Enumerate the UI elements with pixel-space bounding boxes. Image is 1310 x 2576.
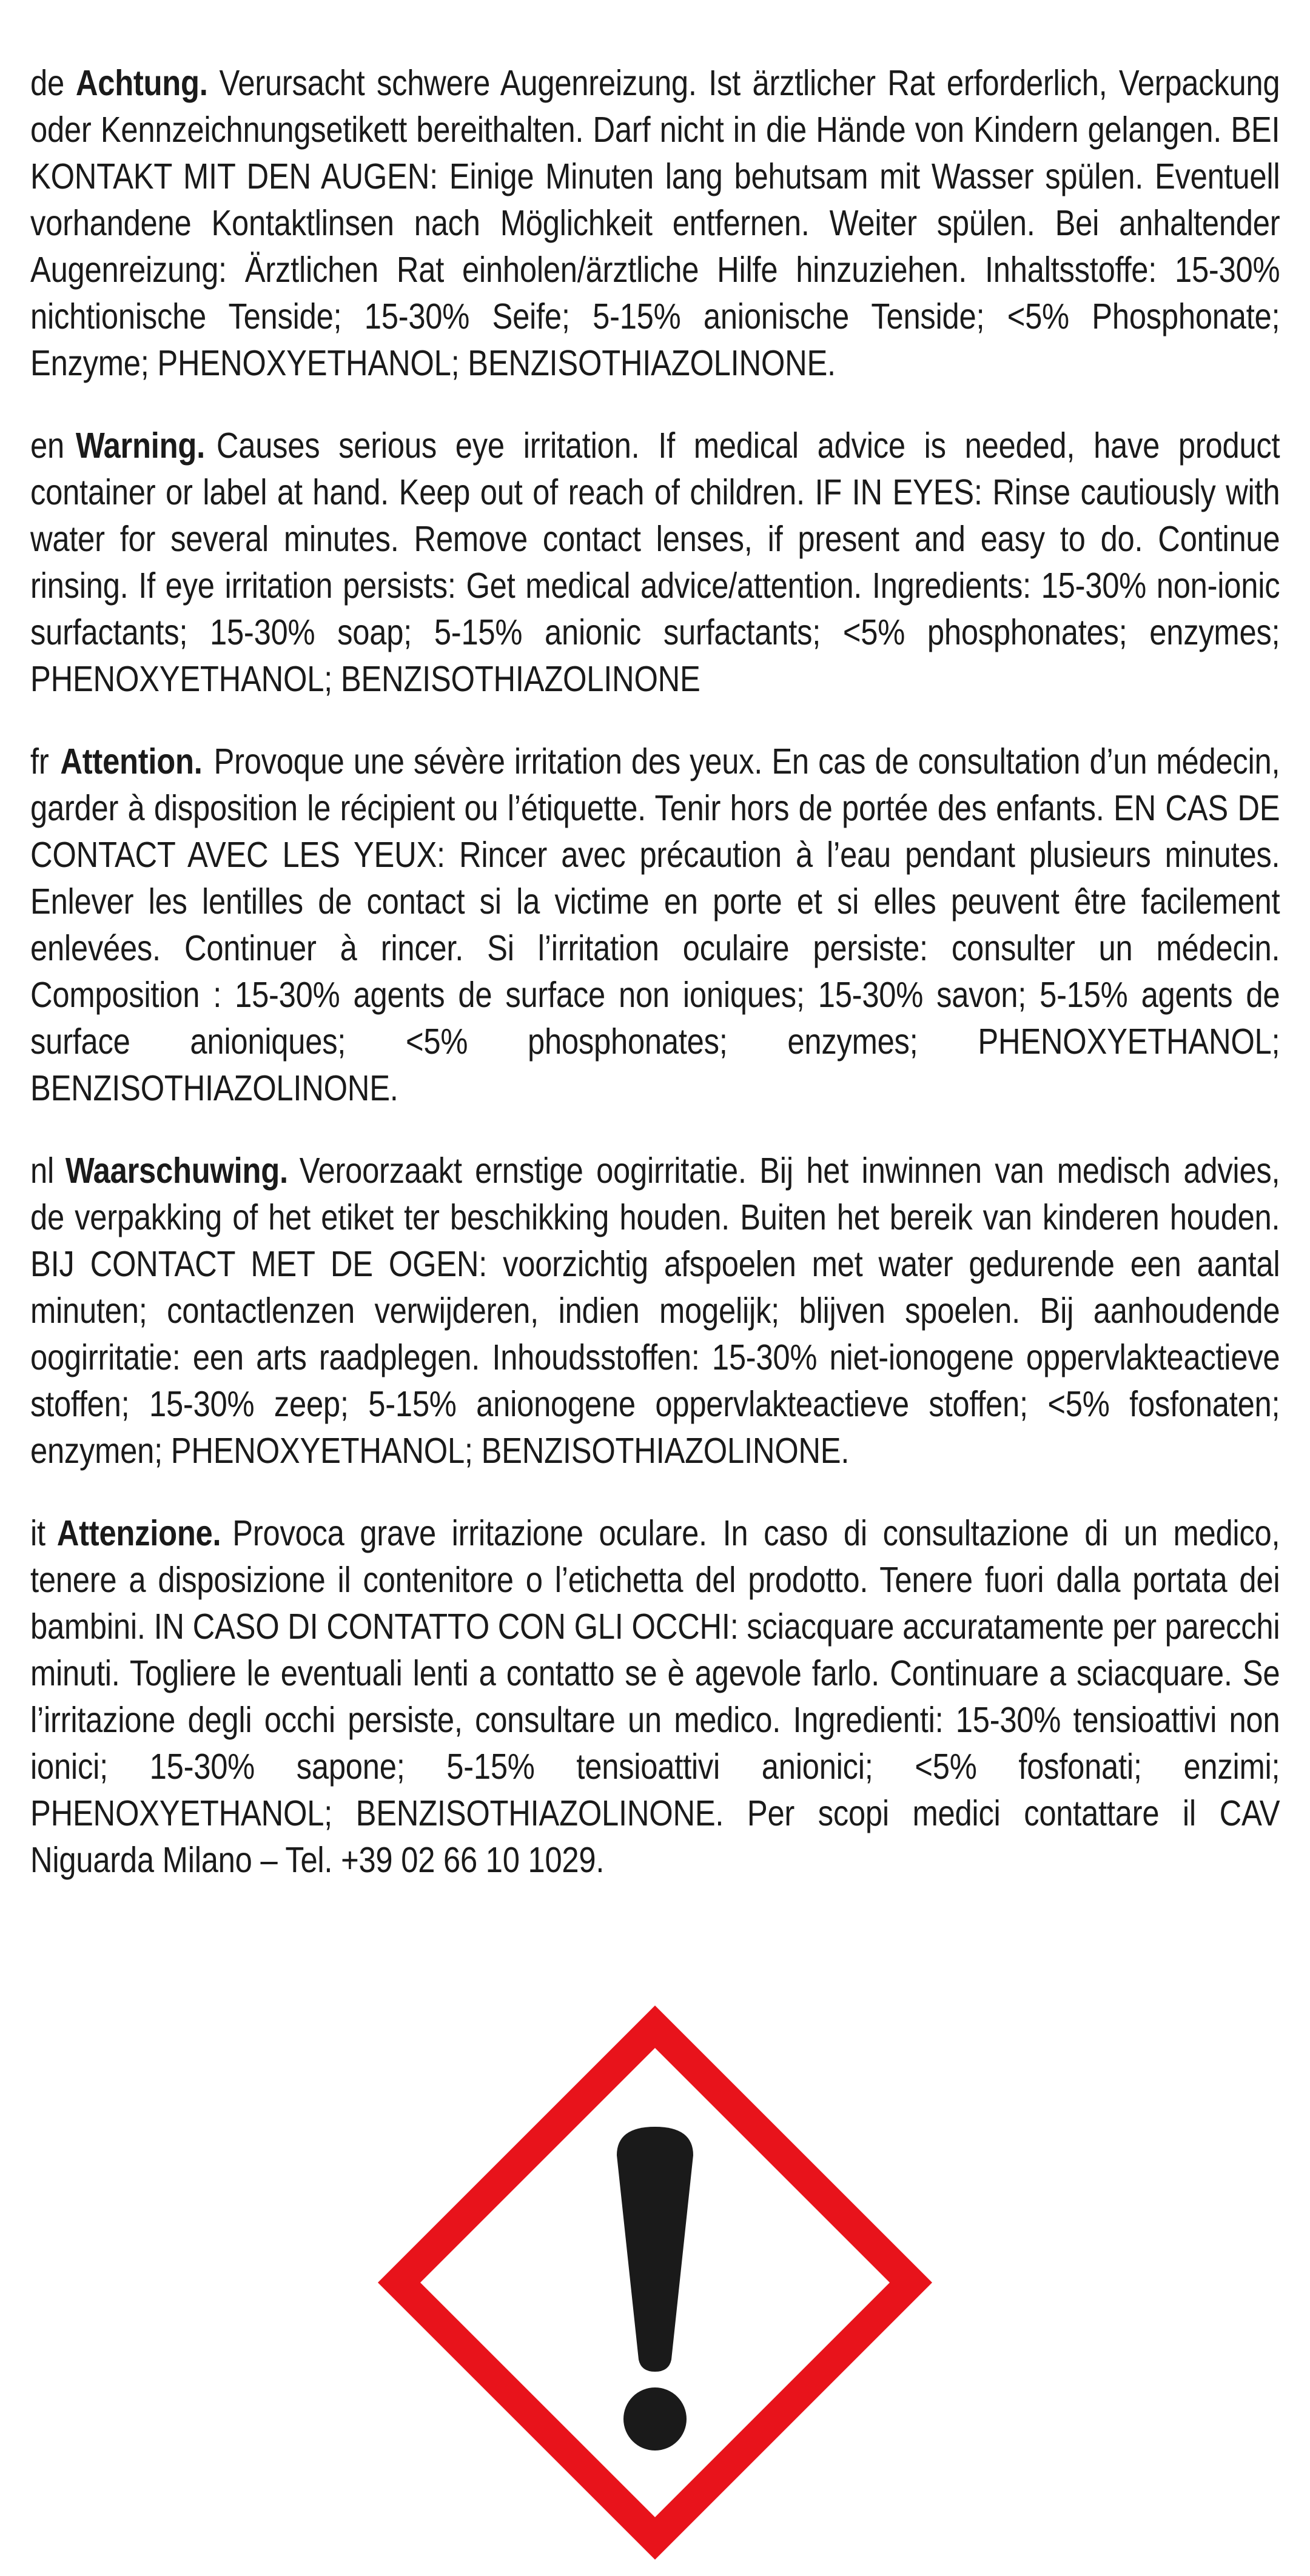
warning-text: Provoque une sévère irritation des yeux. En cas de consultation d’un médecin, garder à disposition le récipient ou l’étiquette. Tenir hors de portée des enfants. EN CAS DE CONTACT AVEC LES YEUX: Rincer avec précaution à l’eau pendant plusieurs minutes. Enlever les lentilles de contact si la victime en porte et si elles peuvent être facilement enlevées. Continuer à rincer. Si l’irritation oculaire persiste: consulter un médecin. Composition : 15-30% agents de surface non ioniques; 15-30% savon; 5-15% agents de surface anioniques; <5% phosphonates; enzymes; PHENOXYETHANOL; BENZISOTHIAZOLINONE. [30,741,1280,1108]
warning-heading: Warning. [75,426,205,466]
section-fr [30,738,1280,1112]
language-code: nl [30,1151,54,1191]
warning-heading: Attention. [60,741,203,781]
warning-heading: Waarschuwing. [65,1151,288,1191]
language-code: it [30,1513,45,1553]
section-it [30,1510,1280,1884]
warning-text: Causes serious eye irritation. If medical advice is needed, have product container or label at hand. Keep out of reach of children. IF IN EYES: Rinse cautiously with water for several minutes. Remove contact lenses, if present and easy to do. Continue rinsing. If eye irritation persists: Get medical advice/attention. Ingredients: 15-30% non-ionic surfactants; 15-30% soap; 5-15% anionic surfactants; <5% phosphonates; enzymes; PHENOXYETHANOL; BENZISOTHIAZOLINONE [30,426,1280,699]
section-de [30,60,1280,387]
warning-text: Veroorzaakt ernstige oogirritatie. Bij het inwinnen van medisch advies, de verpakking of het etiket ter beschikking houden. Buiten het bereik van kinderen houden. BIJ CONTACT MET DE OGEN: voorzichtig afspoelen met water gedurende een aantal minuten; contactlenzen verwijderen, indien mogelijk; blijven spoelen. Bij aanhoudende oogirritatie: een arts raadplegen. Inhoudsstoffen: 15-30% niet-ionogene oppervlakteactieve stoffen; 15-30% zeep; 5-15% anionogene oppervlakteactieve stoffen; <5% fosfonaten; enzymen; PHENOXYETHANOL; BENZISOTHIAZOLINONE. [30,1151,1280,1471]
warning-heading: Attenzione. [56,1513,221,1553]
warning-heading: Achtung. [75,63,208,103]
language-code: de [30,63,64,103]
exclamation-dot [623,2387,687,2451]
warning-text: Provoca grave irritazione oculare. In caso di consultazione di un medico, tenere a disposizione il contenitore o l’etichetta del prodotto. Tenere fuori dalla portata dei bambini. IN CASO DI CONTATTO CON GLI OCCHI: sciacquare accuratamente per parecchi minuti. Togliere le eventuali lenti a contatto se è agevole farlo. Continuare a sciacquare. Se l’irritazione degli occhi persiste, consultare un medico. Ingredienti: 15-30% tensioattivi non ionici; 15-30% sapone; 5-15% tensioattivi anionici; <5% fosfonati; enzimi; PHENOXYETHANOL; BENZISOTHIAZOLINONE. Per scopi medici contattare il CAV Niguarda Milano – Tel. +39 02 66 10 1029. [30,1513,1280,1880]
warning-text: Verursacht schwere Augenreizung. Ist ärztlicher Rat erforderlich, Verpackung oder Kennzeichnungsetikett bereithalten. Darf nicht in die Hände von Kindern gelangen. BEI KONTAKT MIT DEN AUGEN: Einige Minuten lang behutsam mit Wasser spülen. Eventuell vorhandene Kontaktlinsen nach Möglichkeit entfernen. Weiter spülen. Bei anhaltender Augenreizung: Ärztlichen Rat einholen/ärztliche Hilfe hinzuziehen. Inhaltsstoffe: 15-30% nichtionische Tenside; 15-30% Seife; 5-15% anionische Tenside; <5% Phosphonate; Enzyme; PHENOXYETHANOL; BENZISOTHIAZOLINONE. [30,63,1280,383]
language-code: en [30,426,64,466]
ghs-exclamation-mark-icon [373,2001,937,2564]
section-en [30,423,1280,703]
section-nl [30,1148,1280,1474]
safety-label-text [30,24,1280,1895]
language-code: fr [30,741,49,781]
